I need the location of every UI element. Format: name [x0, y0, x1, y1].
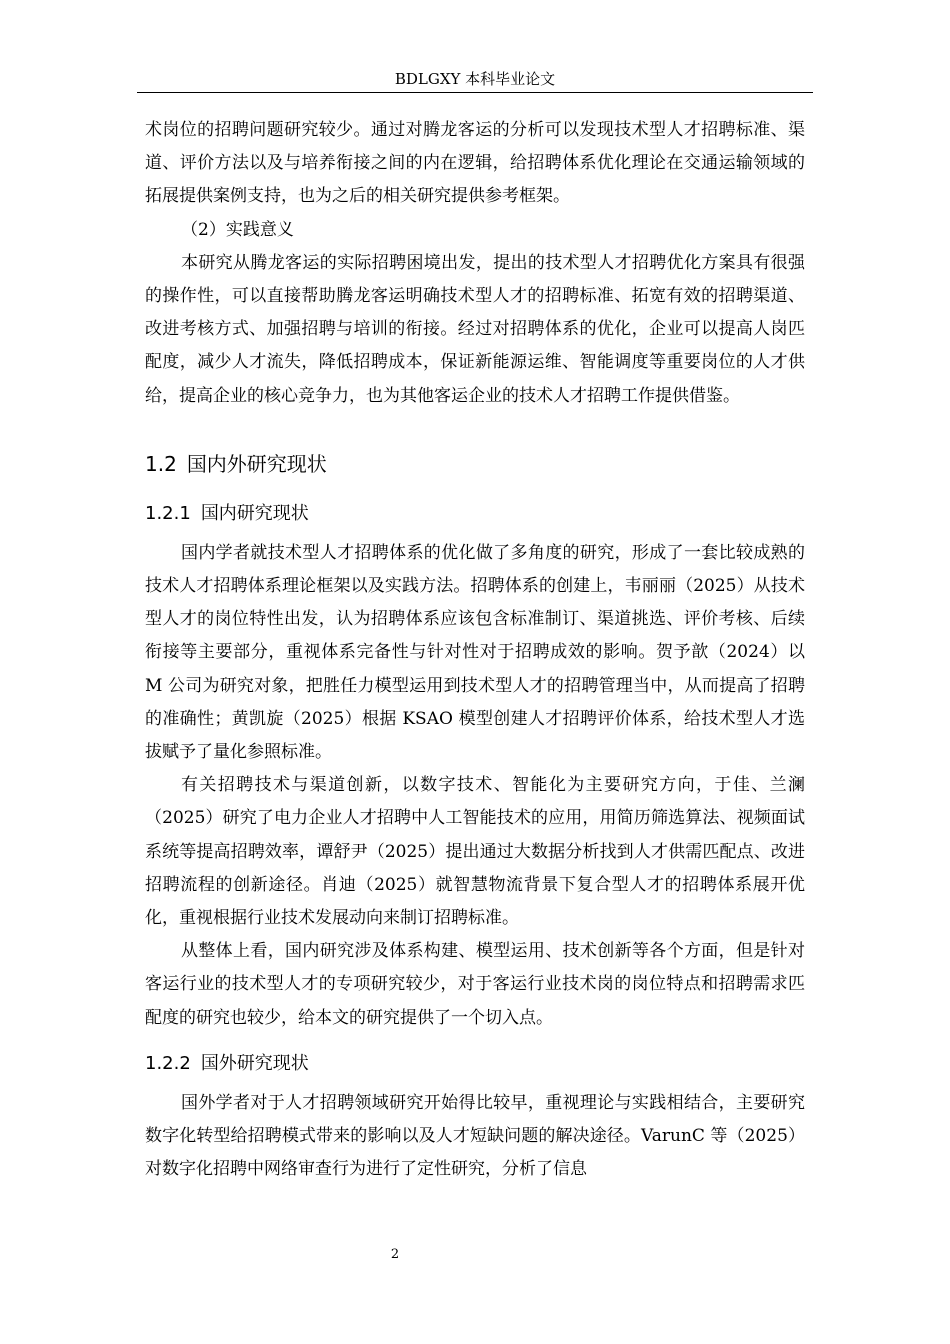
- paragraph-continuation: 术岗位的招聘问题研究较少。通过对腾龙客运的分析可以发现技术型人才招聘标准、渠道、评价方法以及与培养衔接之间的内在逻辑，给招聘体系优化理论在交通运输领域的拓展提供案例支持，也为之后的相关研究提供参考框架。: [145, 120, 805, 207]
- running-header: [137, 66, 813, 93]
- subsection-title: 国外研究现状: [200, 1052, 309, 1074]
- subsection-number: 1.2.1: [145, 502, 191, 524]
- subsection-number: 1.2.2: [145, 1052, 191, 1074]
- page-number: 2: [390, 1247, 400, 1262]
- section-heading-1-2: [145, 449, 805, 479]
- subsection-title: 国内研究现状: [200, 502, 309, 524]
- practical-significance-label: （2）实践意义: [181, 219, 294, 240]
- paragraph-foreign-1: 国外学者对于人才招聘领域研究开始得比较早，重视理论与实践相结合，主要研究数字化转型给招聘模式带来的影响以及人才短缺问题的解决途径。VarunC 等（2025）对数字化招聘中网络审查行为进行了定性研究，分析了信息: [145, 1092, 805, 1180]
- paragraph-domestic-2: 有关招聘技术与渠道创新，以数字技术、智能化为主要研究方向，于佳、兰澜（2025）研究了电力企业人才招聘中人工智能技术的应用，用简历筛选算法、视频面试系统等提高招聘效率，谭舒尹（2025）提出通过大数据分析找到人才供需匹配点、改进招聘流程的创新途径。肖迪（2025）就智慧物流背景下复合型人才的招聘体系展开优化，重视根据行业技术发展动向来制订招聘标准。: [145, 775, 805, 929]
- running-header-title: BDLGXY 本科毕业论文: [394, 70, 556, 88]
- section-number: 1.2: [145, 451, 177, 476]
- paragraph-domestic-1: 国内学者就技术型人才招聘体系的优化做了多角度的研究，形成了一套比较成熟的技术人才招聘体系理论框架以及实践方法。招聘体系的创建上，韦丽丽（2025）从技术型人才的岗位特性出发，认为招聘体系应该包含标准制订、渠道挑选、评价考核、后续衔接等主要部分，重视体系完备性与针对性对于招聘成效的影响。贺予歆（2024）以 M 公司为研究对象，把胜任力模型运用到技术型人才的招聘管理当中，从而提高了招聘的准确性；黄凯旋（2025）根据 KSAO 模型创建人才招聘评价体系，给技术型人才选拔赋予了量化参照标准。: [145, 542, 805, 763]
- paragraph-domestic-summary: 从整体上看，国内研究涉及体系构建、模型运用、技术创新等各个方面，但是针对客运行业的技术型人才的专项研究较少，对于客运行业技术岗的岗位特点和招聘需求匹配度的研究也较少，给本文的研究提供了一个切入点。: [145, 941, 805, 1028]
- subsection-heading-1-2-2: [145, 1049, 805, 1079]
- page-body: [145, 114, 805, 1186]
- paragraph-practical-significance: 本研究从腾龙客运的实际招聘困境出发，提出的技术型人才招聘优化方案具有很强的操作性，可以直接帮助腾龙客运明确技术型人才的招聘标准、拓宽有效的招聘渠道、改进考核方式、加强招聘与培训的衔接。经过对招聘体系的优化，企业可以提高人岗匹配度，减少人才流失，降低招聘成本，保证新能源运维、智能调度等重要岗位的人才供给，提高企业的核心竞争力，也为其他客运企业的技术人才招聘工作提供借鉴。: [145, 252, 805, 406]
- subsection-heading-1-2-1: [145, 499, 805, 529]
- section-title: 国内外研究现状: [186, 451, 327, 476]
